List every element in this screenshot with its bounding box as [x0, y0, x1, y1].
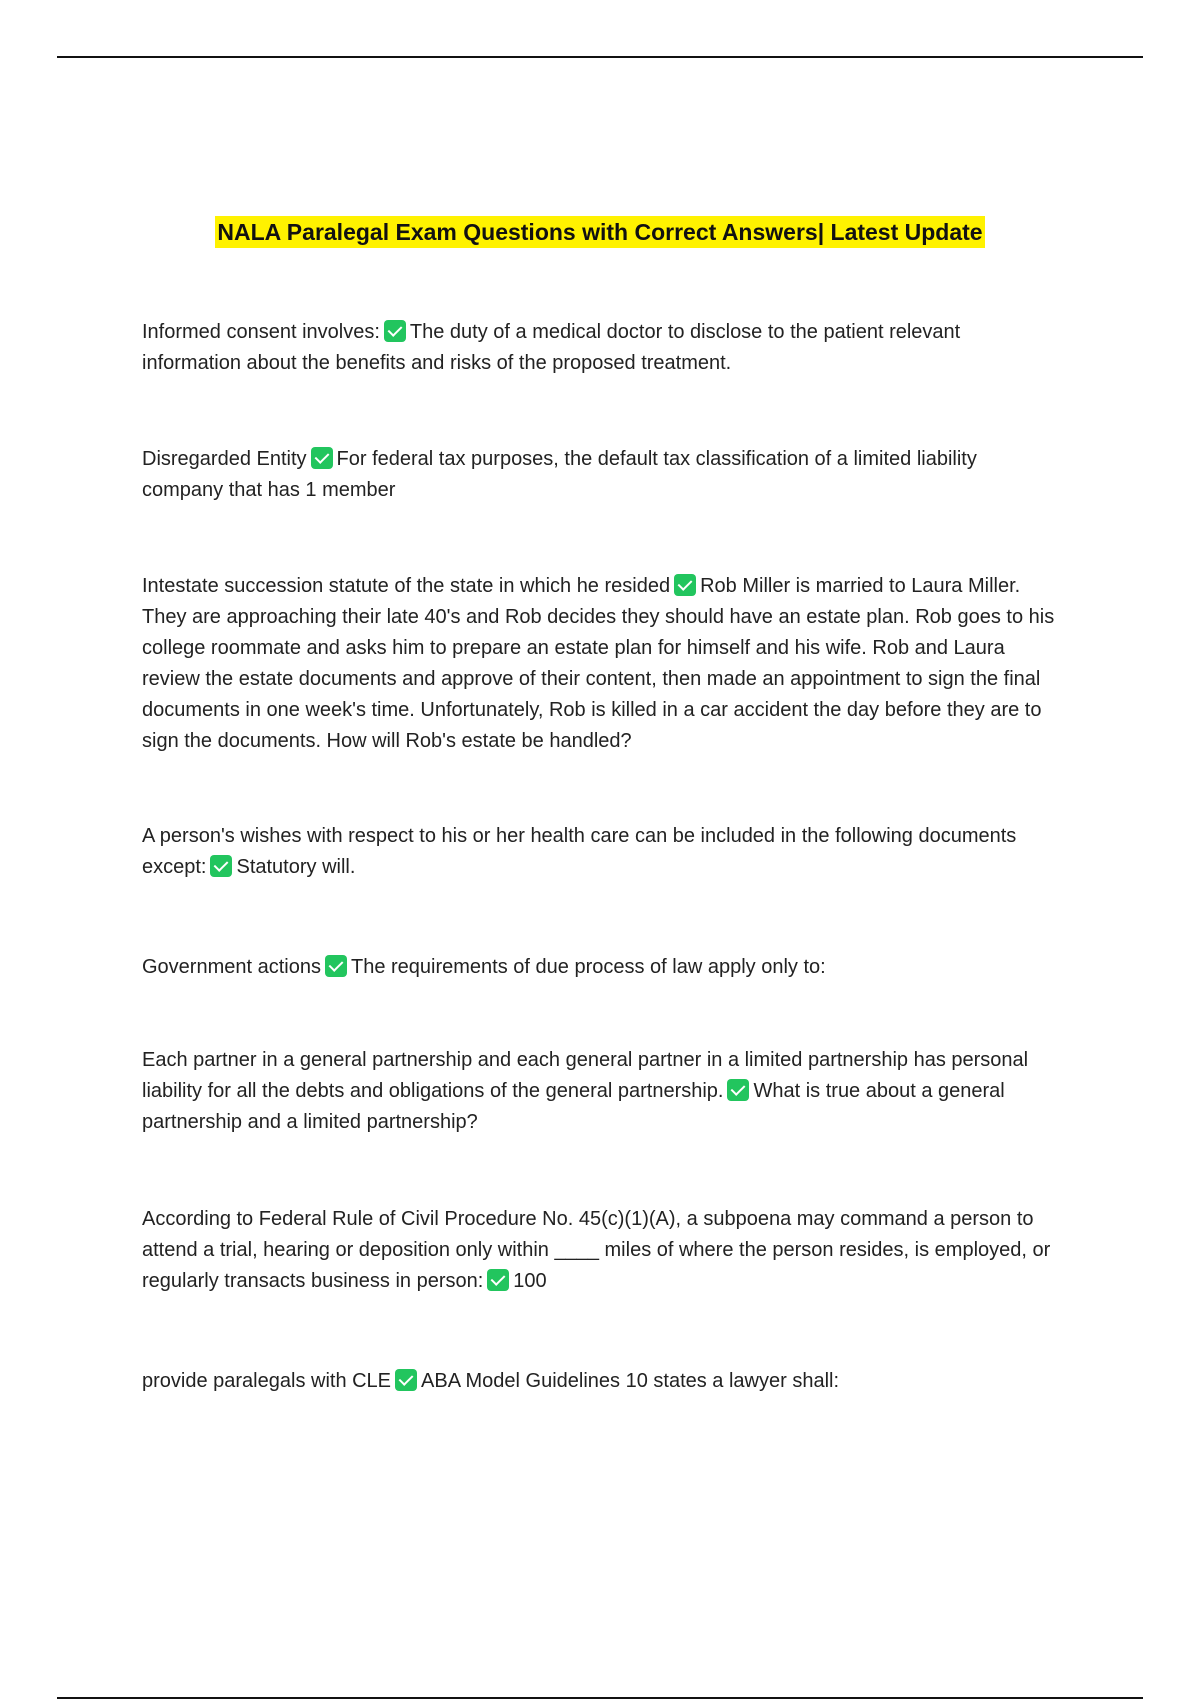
bottom-rule	[57, 1697, 1143, 1699]
qa-item-2	[142, 444, 1062, 506]
check-mark-icon	[674, 574, 696, 596]
top-rule	[57, 56, 1143, 58]
check-mark-icon	[210, 855, 232, 877]
check-mark-icon	[325, 955, 347, 977]
qa-item-8	[142, 1366, 1062, 1397]
answer-text: For federal tax purposes, the default tax classification of a limited liability company that has 1 member	[142, 448, 977, 501]
title-container	[0, 216, 1200, 248]
check-mark-icon	[395, 1369, 417, 1391]
check-mark-icon	[727, 1079, 749, 1101]
qa-item-5	[142, 952, 1062, 983]
qa-item-3	[142, 571, 1062, 757]
answer-text: Rob Miller is married to Laura Miller. They are approaching their late 40's and Rob decides they should have an estate plan. Rob goes to his college roommate and asks him to prepare an estate plan for himself and his wife. Rob and Laura review the estate documents and approve of their content, then made an appointment to sign the final documents in one week's time. Unfortunately, Rob is killed in a car accident the day before they are to sign the documents. How will Rob's estate be handled?	[142, 575, 1055, 752]
qa-item-4	[142, 821, 1062, 883]
answer-text: ABA Model Guidelines 10 states a lawyer shall:	[421, 1370, 840, 1392]
check-mark-icon	[384, 320, 406, 342]
question-text: Each partner in a general partnership and each general partner in a limited partnership has personal liability for all the debts and obligations of the general partnership.	[142, 1049, 1029, 1102]
question-text: Disregarded Entity	[142, 448, 307, 470]
answer-text: What is true about a general partnership and a limited partnership?	[142, 1080, 1005, 1133]
answer-text: 100	[513, 1270, 547, 1292]
check-mark-icon	[487, 1269, 509, 1291]
qa-item-6	[142, 1045, 1062, 1138]
qa-item-7	[142, 1204, 1062, 1297]
question-text: Government actions	[142, 956, 321, 978]
document-title: NALA Paralegal Exam Questions with Correct Answers| Latest Update	[215, 216, 984, 248]
question-text: According to Federal Rule of Civil Procedure No. 45(c)(1)(A), a subpoena may command a person to attend a trial, hearing or deposition only within ____ miles of where the person resides, is employed, or regularly transacts business in person:	[142, 1208, 1051, 1292]
question-text: provide paralegals with CLE	[142, 1370, 392, 1392]
question-text: Informed consent involves:	[142, 321, 380, 343]
question-text: A person's wishes with respect to his or her health care can be included in the following documents except:	[142, 825, 1017, 878]
qa-item-1	[142, 317, 1062, 379]
answer-text: The requirements of due process of law apply only to:	[350, 956, 826, 978]
answer-text: The duty of a medical doctor to disclose to the patient relevant information about the benefits and risks of the proposed treatment.	[142, 321, 961, 374]
question-text: Intestate succession statute of the state in which he resided	[142, 575, 671, 597]
check-mark-icon	[311, 447, 333, 469]
answer-text: Statutory will.	[236, 856, 356, 878]
